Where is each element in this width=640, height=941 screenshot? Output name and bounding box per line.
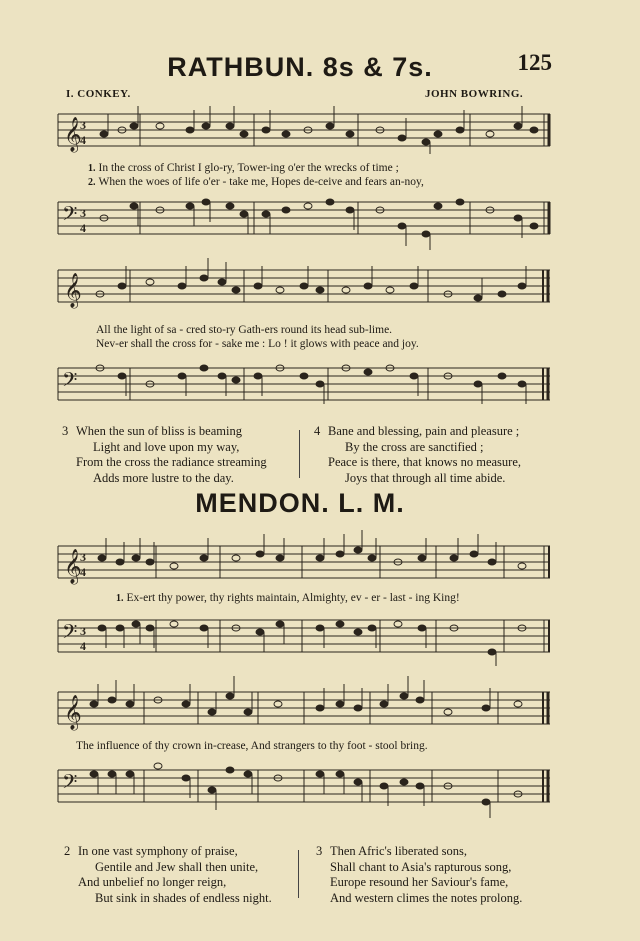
lyric-line: All the light of sa - cred sto-ry Gath-ers round its head sub-lime. bbox=[96, 324, 393, 336]
verse-line: Europe resound her Saviour's fame, bbox=[330, 875, 509, 889]
verse-line: Peace is there, that knows no measure, bbox=[328, 455, 521, 469]
music-staff bbox=[58, 540, 552, 590]
svg-text:3: 3 bbox=[80, 624, 86, 638]
verse-number: 1. bbox=[88, 163, 96, 174]
music-staff bbox=[58, 110, 552, 158]
music-staff bbox=[58, 198, 552, 246]
verse-number: 4 bbox=[314, 424, 321, 438]
svg-text:𝄞: 𝄞 bbox=[64, 696, 82, 729]
verse-line: Shall chant to Asia's rapturous song, bbox=[330, 859, 512, 874]
svg-text:3: 3 bbox=[80, 118, 86, 132]
verse-line: But sink in shades of endless night. bbox=[95, 890, 272, 905]
music-staff bbox=[58, 764, 552, 814]
verse-line: By the cross are sanctified ; bbox=[345, 439, 484, 454]
verse-line: When the sun of bliss is beaming bbox=[76, 424, 242, 438]
svg-text:𝄢: 𝄢 bbox=[62, 204, 78, 230]
verse-block bbox=[64, 844, 272, 906]
verse-line: Joys that through all time abide. bbox=[345, 470, 506, 485]
lyric-text: In the cross of Christ I glo-ry, Tower-ing o'er the wrecks of time ; bbox=[98, 162, 399, 174]
verse-divider bbox=[298, 850, 299, 898]
verse-block bbox=[316, 844, 523, 906]
lyric-text: Ex-ert thy power, thy rights maintain, Almighty, ev - er - last - ing King! bbox=[126, 592, 460, 604]
author-credit: JOHN BOWRING. bbox=[425, 88, 524, 100]
svg-text:𝄞: 𝄞 bbox=[64, 118, 82, 151]
composer-credit: I. CONKEY. bbox=[66, 88, 131, 100]
verse-block bbox=[62, 424, 267, 486]
verse-line: From the cross the radiance streaming bbox=[76, 455, 267, 469]
verse-number: 3 bbox=[316, 844, 323, 858]
page-number: 125 bbox=[517, 50, 552, 75]
lyric-line bbox=[116, 592, 460, 604]
svg-text:4: 4 bbox=[80, 133, 86, 147]
svg-text:𝄢: 𝄢 bbox=[62, 370, 78, 396]
verse-number: 1. bbox=[116, 593, 124, 604]
svg-text:4: 4 bbox=[80, 565, 86, 579]
verse-number: 2 bbox=[64, 844, 71, 858]
verse-line: And western climes the notes prolong. bbox=[330, 890, 523, 905]
verse-line: Bane and blessing, pain and pleasure ; bbox=[328, 424, 520, 438]
svg-text:4: 4 bbox=[80, 221, 86, 235]
music-staff bbox=[58, 264, 552, 314]
verse-line: Gentile and Jew shall then unite, bbox=[95, 859, 259, 874]
svg-text:3: 3 bbox=[80, 550, 86, 564]
lyric-line: Nev-er shall the cross for - sake me : Lo ! it glows with peace and joy. bbox=[96, 338, 419, 350]
music-staff bbox=[58, 686, 552, 736]
svg-text:𝄞: 𝄞 bbox=[64, 274, 82, 307]
music-staff bbox=[58, 614, 552, 664]
svg-text:𝄢: 𝄢 bbox=[62, 772, 78, 798]
svg-text:4: 4 bbox=[80, 639, 86, 653]
verse-line: Then Afric's liberated sons, bbox=[330, 844, 467, 858]
svg-text:3: 3 bbox=[80, 206, 86, 220]
music-staff bbox=[58, 364, 552, 412]
lyric-line: The influence of thy crown in-crease, And strangers to thy foot - stool bring. bbox=[76, 740, 428, 752]
lyric-line bbox=[88, 162, 399, 174]
lyric-text: When the woes of life o'er - take me, Hopes de-ceive and fears an-noy, bbox=[98, 176, 424, 188]
verse-block bbox=[314, 424, 521, 486]
verse-line: Adds more lustre to the day. bbox=[93, 470, 234, 485]
verse-line: In one vast symphony of praise, bbox=[78, 844, 238, 858]
verse-line: And unbelief no longer reign, bbox=[78, 875, 227, 889]
hymn-title-mendon: MENDON. L. M. bbox=[195, 488, 405, 518]
svg-text:𝄢: 𝄢 bbox=[62, 622, 78, 648]
verse-number: 2. bbox=[88, 177, 96, 188]
verse-number: 3 bbox=[62, 424, 69, 438]
svg-text:𝄞: 𝄞 bbox=[64, 550, 82, 583]
lyric-line bbox=[88, 176, 424, 188]
hymn-title-rathbun: RATHBUN. 8s & 7s. bbox=[167, 52, 433, 82]
verse-line: Light and love upon my way, bbox=[93, 439, 240, 454]
verse-divider bbox=[299, 430, 300, 478]
